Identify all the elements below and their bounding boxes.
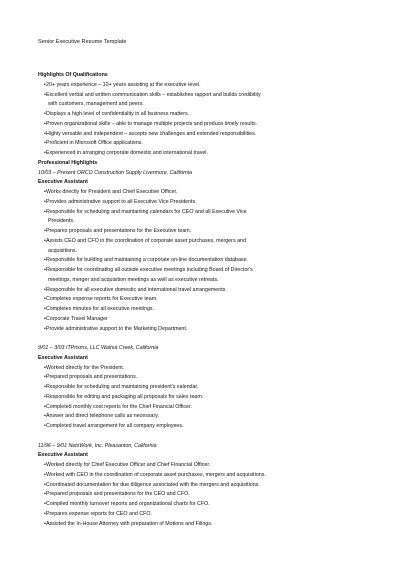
bullet-icon: • xyxy=(44,325,46,332)
bullet-icon: • xyxy=(44,150,46,156)
bullet-item xyxy=(38,208,368,218)
bullet-item xyxy=(38,237,368,247)
bullet-text: Completes minutes for all executive meetings. xyxy=(46,306,155,312)
bullet-icon: • xyxy=(44,403,46,410)
bullet-icon: • xyxy=(44,228,46,234)
spacer xyxy=(38,334,368,344)
bullet-icon: • xyxy=(44,384,46,390)
bullet-icon: • xyxy=(44,510,46,517)
bullet-icon: • xyxy=(44,81,46,88)
bullet-text: Proficient in Microsoft Office applications. xyxy=(46,140,143,147)
job-meta: 10/03 – Present ORCO Construction Supply Livermore, California xyxy=(38,169,192,176)
bullet-icon: • xyxy=(44,296,46,303)
bullet-item xyxy=(38,461,368,471)
resume-body xyxy=(38,71,368,529)
bullet-item xyxy=(38,412,368,422)
bullet-text: Proven organizational skills – able to manage multiple projects and produce timely results. xyxy=(46,120,258,127)
bullet-item xyxy=(38,227,368,237)
bullet-item xyxy=(38,256,368,266)
section-heading-qualifications: Highlights Of Qualifications xyxy=(38,72,108,78)
bullet-text: Answer and direct telephone calls as necessary. xyxy=(46,413,159,420)
bullet-icon: • xyxy=(44,91,46,98)
bullet-item xyxy=(38,315,368,325)
bullet-icon: • xyxy=(44,306,46,312)
job-role: Executive Assistant xyxy=(38,354,88,361)
bullet-continuation: meetings, merger and acquisition meetings as well as executive retreats. xyxy=(48,276,219,283)
bullet-text: Works directly for President and Chief Executive Officer. xyxy=(46,189,178,195)
bullet-text: Corporate Travel Manager xyxy=(46,315,108,322)
bullet-item xyxy=(38,500,368,510)
bullet-item xyxy=(38,305,368,315)
bullet-icon: • xyxy=(44,257,46,264)
section-heading-professional: Professional Highlights xyxy=(38,159,98,166)
bullet-icon: • xyxy=(44,111,46,117)
bullet-item xyxy=(38,481,368,491)
bullet-text: Completes expense reports for Executive team. xyxy=(46,296,158,303)
bullet-text: Prepares expense reports for CEO and CFO. xyxy=(46,510,152,517)
bullet-continuation: with customers, management and peers. xyxy=(48,101,144,108)
bullet-icon: • xyxy=(44,423,46,429)
bullet-item xyxy=(38,139,368,149)
bullet-continuation: acquisitions. xyxy=(48,247,78,254)
bullet-item xyxy=(38,266,368,276)
bullet-text: Provides administrative support to all Executive Vice Presidents. xyxy=(46,198,197,205)
bullet-item xyxy=(38,403,368,413)
bullet-text: Assists CEO and CFO in the coordination of corporate asset purchases, mergers and xyxy=(46,237,246,244)
bullet-text: Responsible for scheduling and maintaining president's calendar. xyxy=(46,384,199,390)
bullet-text: Responsible for scheduling and maintaining calendars for CEO and all Executive Vice xyxy=(46,208,247,215)
bullet-item xyxy=(38,149,368,159)
job-meta: 11/96 – 9/01 NetsWork, Inc. Pleasanton, California xyxy=(38,442,157,449)
bullet-icon: • xyxy=(44,208,46,215)
bullet-item xyxy=(38,198,368,208)
document-title: Senior Executive Resume Template xyxy=(38,39,127,45)
bullet-text: Responsible for all executive domestic and international travel arrangements. xyxy=(46,286,227,293)
spacer xyxy=(38,432,368,442)
bullet-item xyxy=(38,520,368,530)
bullet-item xyxy=(38,364,368,374)
bullet-icon: • xyxy=(44,130,46,137)
bullet-icon: • xyxy=(44,491,46,498)
job-role: Executive Assistant xyxy=(38,179,88,186)
bullet-item xyxy=(38,295,368,305)
bullet-icon: • xyxy=(44,140,46,147)
bullet-text: Prepared proposals and presentations for the CEO and CFO. xyxy=(46,491,190,498)
bullet-text: Highly versatile and independent – accepts new challenges and extended responsibilities. xyxy=(46,130,257,137)
bullet-text: Worked with CEO in the coordination of corporate asset purchases, mergers and acquisitions. xyxy=(46,471,266,478)
bullet-text: 20+ years experience – 10+ years assisting at the executive level. xyxy=(46,81,201,88)
bullet-item xyxy=(38,188,368,198)
bullet-item xyxy=(38,120,368,130)
bullet-item xyxy=(38,490,368,500)
bullet-text: Responsible for building and maintaining a corporate on-line documentation database. xyxy=(46,257,249,264)
bullet-text: Assisted the In-House Attorney with preparation of Motions and Filings. xyxy=(46,520,213,527)
bullet-icon: • xyxy=(44,520,46,527)
bullet-icon: • xyxy=(44,267,46,273)
bullet-text: Prepares proposals and presentations for the Executive team. xyxy=(46,228,192,234)
bullet-text: Responsible for coordinating all outside executive meetings including Board of Director's xyxy=(46,267,253,273)
bullet-text: Displays a high level of confidentiality in all business matters. xyxy=(46,111,190,117)
bullet-text: Experienced in arranging corporate domestic and international travel. xyxy=(46,150,208,156)
bullet-text: Completed travel arrangement for all company employees. xyxy=(46,423,184,429)
bullet-item xyxy=(38,325,368,335)
bullet-icon: • xyxy=(44,286,46,293)
bullet-text: Provide administrative support to the Marketing Department. xyxy=(46,325,188,332)
bullet-item xyxy=(38,383,368,393)
bullet-icon: • xyxy=(44,393,46,400)
bullet-icon: • xyxy=(44,481,46,488)
bullet-item xyxy=(38,393,368,403)
bullet-text: Compiled monthly turnover reports and organizational charts for CFO. xyxy=(46,501,210,507)
bullet-icon: • xyxy=(44,501,46,507)
bullet-item xyxy=(38,91,368,101)
bullet-item xyxy=(38,471,368,481)
bullet-text: Excellent verbal and written communication skills – establishes rapport and builds credibility xyxy=(46,91,261,98)
bullet-item xyxy=(38,286,368,296)
bullet-item xyxy=(38,422,368,432)
bullet-icon: • xyxy=(44,189,46,195)
bullet-icon: • xyxy=(44,198,46,205)
bullet-text: Worked directly for the President. xyxy=(46,364,125,371)
job-role: Executive Assistant xyxy=(38,452,88,459)
bullet-text: Prepared proposals and presentations. xyxy=(46,374,138,381)
bullet-icon: • xyxy=(44,120,46,127)
bullet-item xyxy=(38,130,368,140)
bullet-icon: • xyxy=(44,237,46,244)
job-meta: 9/01 – 3/03 ITPrisms, LLC Walnut Creek, California xyxy=(38,345,159,351)
bullet-item xyxy=(38,373,368,383)
bullet-icon: • xyxy=(44,413,46,420)
bullet-text: Worked directly for Chief Executive Officer and Chief Financial Officer. xyxy=(46,462,211,468)
bullet-icon: • xyxy=(44,364,46,371)
bullet-text: Coordinated documentation for due diligence associated with the mergers and acquisitions. xyxy=(46,481,260,488)
bullet-icon: • xyxy=(44,374,46,381)
bullet-text: Completed monthly cost reports for the Chief Financial Officer. xyxy=(46,403,192,410)
bullet-item xyxy=(38,510,368,520)
bullet-icon: • xyxy=(44,471,46,478)
bullet-item xyxy=(38,81,368,91)
bullet-icon: • xyxy=(44,462,46,468)
bullet-text: Responsible for editing and packaging all proposals for sales team. xyxy=(46,393,204,400)
bullet-continuation: Presidents. xyxy=(48,218,75,225)
bullet-item xyxy=(38,110,368,120)
bullet-icon: • xyxy=(44,315,46,322)
